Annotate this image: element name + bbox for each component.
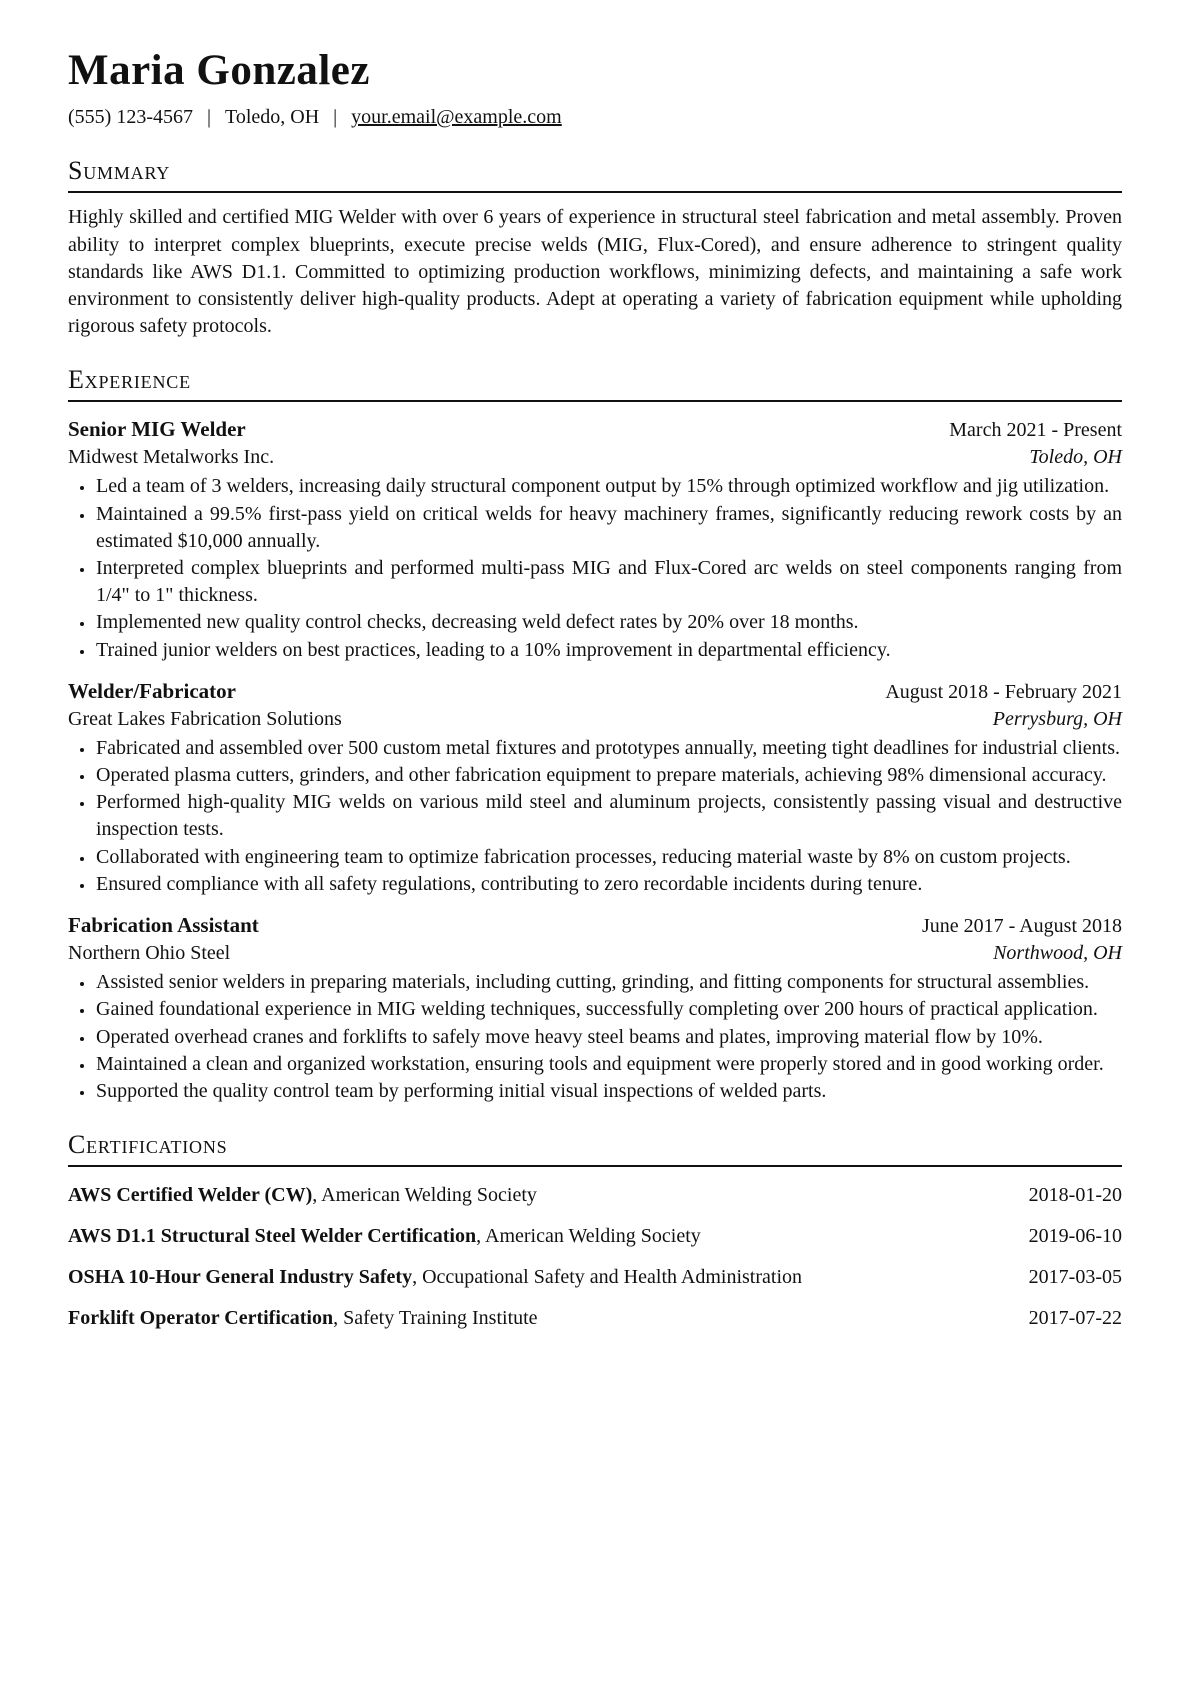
bullet-item: • Maintained a 99.5% first-pass yield on critical welds for heavy machinery frames, significantly reducing rework costs by an estimated $10,000 annually. — [95, 501, 1122, 555]
job-title: Welder/Fabricator — [68, 678, 236, 703]
job-title-row — [68, 416, 1122, 444]
job-dates: August 2018 - February 2021 — [885, 680, 1122, 703]
job-dates: June 2017 - August 2018 — [922, 915, 1122, 938]
certification-issuer: American Welding Society — [321, 1184, 537, 1207]
certification-row — [68, 1264, 1122, 1290]
resume-header — [68, 46, 1122, 131]
certification-issuer: Safety Training Institute — [343, 1307, 538, 1330]
bullet-item: • Maintained a clean and organized workstation, ensuring tools and equipment were properly stored and in good working order. — [95, 1051, 1122, 1078]
certification-date: 2017-03-05 — [1028, 1266, 1122, 1289]
contact-separator: | — [333, 106, 338, 129]
bullet-item: • Fabricated and assembled over 500 custom metal fixtures and prototypes annually, meeting tight deadlines for industrial clients. — [95, 735, 1122, 762]
location-text: Toledo, OH — [225, 106, 320, 129]
certifications-section — [68, 1131, 1122, 1331]
certification-title — [68, 1223, 721, 1249]
bullet-item: • Supported the quality control team by performing initial visual inspections of welded parts. — [95, 1078, 1122, 1105]
job-company-row — [68, 940, 1122, 967]
job-entry-senior-mig-welder — [68, 416, 1122, 663]
job-title-row — [68, 912, 1122, 940]
certification-separator: , — [476, 1225, 486, 1248]
job-company: Northern Ohio Steel — [68, 942, 231, 965]
bullet-item: • Gained foundational experience in MIG welding techniques, successfully completing over 200 hours of practical application. — [95, 996, 1122, 1023]
certification-title — [68, 1305, 558, 1331]
experience-section — [68, 366, 1122, 1105]
bullet-item: • Trained junior welders on best practices, leading to a 10% improvement in departmental efficiency. — [95, 637, 1122, 664]
certification-row — [68, 1305, 1122, 1331]
certification-title — [68, 1264, 822, 1290]
certification-row — [68, 1182, 1122, 1208]
summary-text: Highly skilled and certified MIG Welder with over 6 years of experience in structural steel fabrication and metal assembly. Proven ability to interpret complex blueprints, execute precise welds (MIG, Flux-Cored), and ensure adherence to stringent quality standards like AWS D1.1. Committed to optimizing production workflows, minimizing defects, and maintaining a safe work environment to consistently deliver high-quality products. Adept at operating a variety of fabrication equipment while upholding rigorous safety protocols. — [68, 206, 1122, 338]
person-name: Maria Gonzalez — [68, 47, 370, 94]
bullet-item: • Interpreted complex blueprints and performed multi-pass MIG and Flux-Cored arc welds on steel components ranging from 1/4" to 1" thickness. — [95, 555, 1122, 609]
job-entry-fabrication-assistant — [68, 912, 1122, 1105]
bullet-item: • Collaborated with engineering team to optimize fabrication processes, reducing material waste by 8% on custom projects. — [95, 844, 1122, 871]
job-dates: March 2021 - Present — [949, 419, 1122, 442]
contact-line — [68, 103, 1122, 131]
certification-issuer: Occupational Safety and Health Administration — [422, 1266, 802, 1289]
certification-issuer: American Welding Society — [485, 1225, 701, 1248]
certification-date: 2019-06-10 — [1028, 1225, 1122, 1248]
summary-heading: Summary — [68, 157, 1122, 193]
job-title: Senior MIG Welder — [68, 417, 246, 442]
bullet-item: • Led a team of 3 welders, increasing daily structural component output by 15% through optimized workflow and jig utilization. — [95, 473, 1122, 500]
certification-name: AWS D1.1 Structural Steel Welder Certification — [68, 1225, 477, 1248]
bullet-item: • Performed high-quality MIG welds on various mild steel and aluminum projects, consistently passing visual and destructive inspection tests. — [95, 789, 1122, 843]
job-location: Perrysburg, OH — [992, 707, 1122, 730]
job-title: Fabrication Assistant — [68, 913, 259, 938]
bullet-item: • Assisted senior welders in preparing materials, including cutting, grinding, and fitting components for structural assemblies. — [95, 969, 1122, 996]
bullet-item: • Operated overhead cranes and forklifts to safely move heavy steel beams and plates, improving material flow by 10%. — [95, 1024, 1122, 1051]
certification-date: 2017-07-22 — [1028, 1307, 1122, 1330]
bullet-item: • Operated plasma cutters, grinders, and other fabrication equipment to prepare materials, achieving 98% dimensional accuracy. — [95, 762, 1122, 789]
job-company: Great Lakes Fabrication Solutions — [68, 707, 342, 730]
certification-separator: , — [312, 1184, 322, 1207]
certification-name: AWS Certified Welder (CW) — [68, 1184, 313, 1207]
job-bullet-list — [68, 969, 1122, 1105]
certification-date: 2018-01-20 — [1028, 1184, 1122, 1207]
job-company-row — [68, 706, 1122, 733]
job-title-row — [68, 678, 1122, 706]
experience-heading: Experience — [68, 366, 1122, 402]
bullet-item: • Implemented new quality control checks, decreasing weld defect rates by 20% over 18 months. — [95, 609, 1122, 636]
job-company-row — [68, 444, 1122, 471]
certifications-heading: Certifications — [68, 1131, 1122, 1167]
bullet-item: • Ensured compliance with all safety regulations, contributing to zero recordable incidents during tenure. — [95, 871, 1122, 898]
certification-row — [68, 1223, 1122, 1249]
job-company: Midwest Metalworks Inc. — [68, 446, 275, 469]
job-location: Northwood, OH — [993, 942, 1122, 965]
email-link[interactable]: your.email@example.com — [351, 106, 562, 129]
certification-title — [68, 1182, 557, 1208]
summary-section — [68, 157, 1122, 340]
certification-name: OSHA 10-Hour General Industry Safety — [68, 1266, 413, 1289]
contact-separator: | — [206, 106, 211, 129]
certification-separator: , — [412, 1266, 423, 1289]
certification-separator: , — [333, 1307, 344, 1330]
certification-name: Forklift Operator Certification — [68, 1307, 334, 1330]
job-bullet-list — [68, 735, 1122, 898]
job-location: Toledo, OH — [1029, 446, 1122, 469]
phone-number: (555) 123-4567 — [68, 106, 193, 129]
job-bullet-list — [68, 473, 1122, 663]
job-entry-welder-fabricator — [68, 678, 1122, 898]
